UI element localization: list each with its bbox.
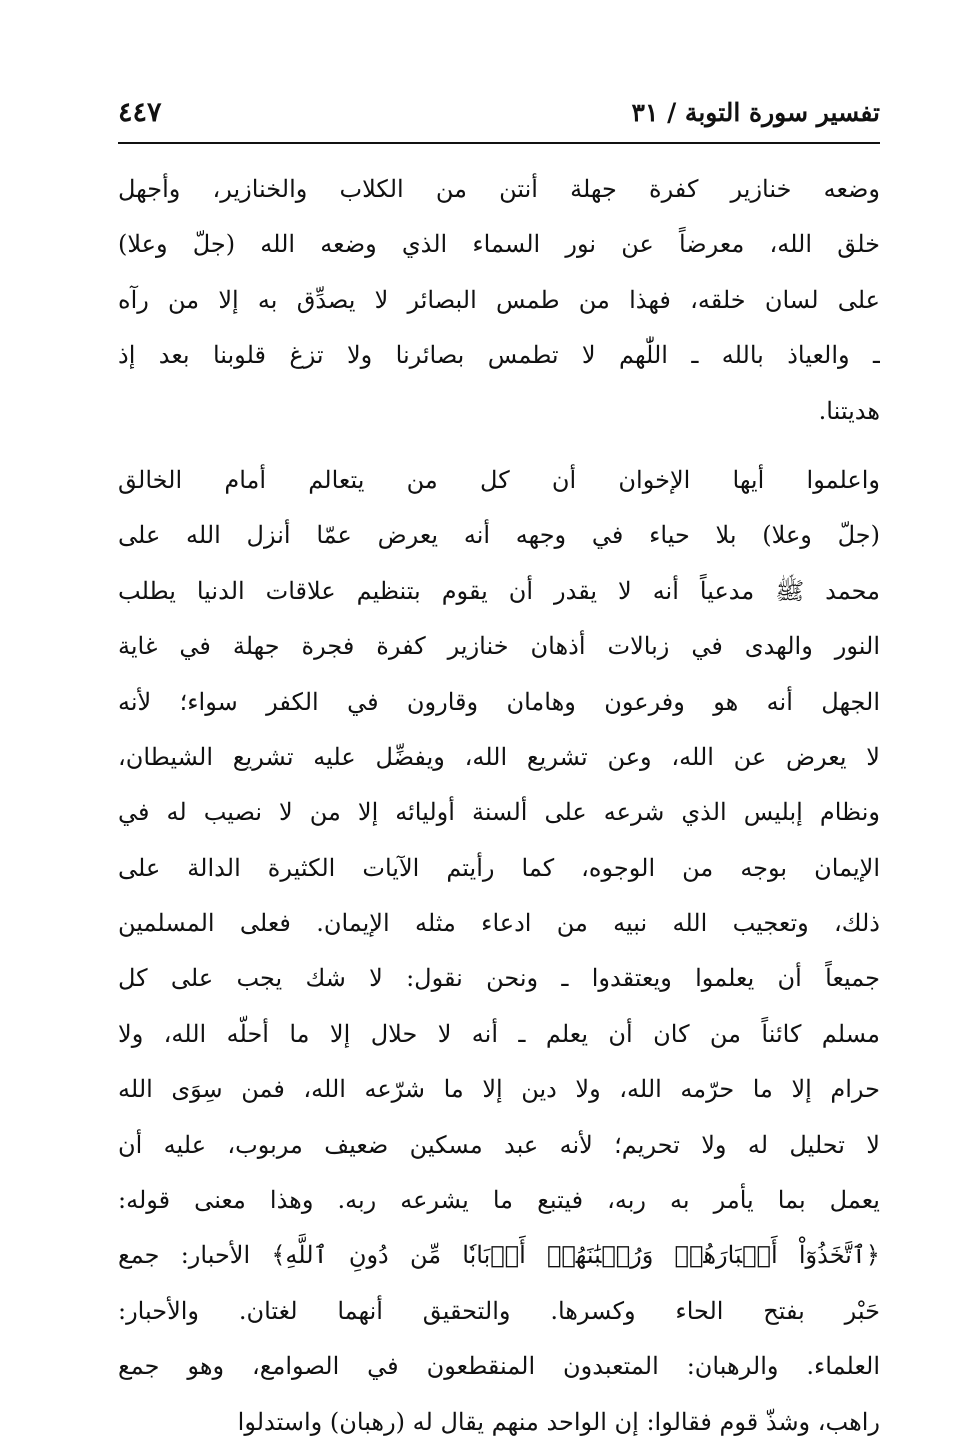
text-line: مسلم كائناً من كان أن يعلم ـ أنه لا حلال إلا ما أحلّه الله، ولا <box>118 1019 880 1048</box>
text-line: النور والهدى في زبالات أذهان خنازير كفرة فجرة جهلة في غاية <box>118 632 880 661</box>
text-line: وضعه خنازير كفرة جهلة أنتن من الكلاب والخنازير، وأجهل <box>118 175 880 203</box>
text-line: محمد ﷺ مدعياً أنه لا يقدر أن يقوم بتنظيم علاقات الدنيا يطلب <box>118 576 880 605</box>
text-line: على لسان خلقه، فهذا من طمس البصائر لا يصدِّق به إلا من رآه <box>118 285 880 314</box>
text-line: هديتنا. <box>818 396 880 425</box>
text-line: لا يعرض عن الله، وعن تشريع الله، ويفضِّل عليه تشريع الشيطان، <box>118 742 880 771</box>
running-title: تفسير سورة التوبة / ٣١ <box>631 98 880 127</box>
text-line: يعمل بما يأمر به ربه، فيتبع ما يشرعه ربه. وهذا معنى قوله: <box>118 1186 880 1215</box>
text-line: واعلموا أيها الإخوان أن كل من يتعالم أمام الخالق <box>118 465 880 494</box>
text-line: حرام إلا ما حرّمه الله، ولا دين إلا ما شرّعه الله، فمن سِوَى الله <box>118 1075 880 1104</box>
paragraph <box>118 162 880 439</box>
text-line: ﴿ٱتَّخَذُوٓاْ أَحۡبَارَهُمۡ وَرُهۡبَٰنَهُمۡ أَرۡبَابٗا مِّن دُونِ ٱللَّهِ﴾ الأحبار: جمع <box>118 1241 880 1270</box>
text-line: لا تحليل له ولا تحريم؛ لأنه عبد مسكين ضعيف مربوب، عليه أن <box>118 1130 880 1159</box>
paragraph-gap <box>118 439 880 453</box>
text-line: خلق الله، معرضاً عن نور السماء الذي وضعه الله (جلّ وعلا) <box>118 230 880 259</box>
text-line: الإيمان بوجه من الوجوه، كما رأيتم الآيات الكثيرة الدالة على <box>118 853 880 882</box>
text-line: جميعاً أن يعلموا ويعتقدوا ـ ونحن نقول: لا شك يجب على كل <box>118 964 880 993</box>
page-header <box>118 92 880 134</box>
text-line: (جلّ وعلا) بلا حياء في وجهه أنه يعرض عمّا أنزل الله على <box>118 521 880 550</box>
header-rule <box>118 142 880 144</box>
text-line: حَبْر بفتح الحاء وكسرها. والتحقيق أنهما لغتان. والأحبار: <box>118 1296 880 1325</box>
text-line: ونظام إبليس الذي شرعه على ألسنة أوليائه إلا من لا نصيب له في <box>118 798 880 827</box>
page-number: ٤٤٧ <box>118 97 162 128</box>
text-line: الجهل أنه هو وفرعون وهامان وقارون في الكفر سواء؛ لأنه <box>118 687 880 716</box>
text-line: ـ والعياذ بالله ـ اللّٰهم لا تطمس بصائرنا ولا تزغ قلوبنا بعد إذ <box>118 341 880 370</box>
text-line: راهب، وشذّ قوم فقالوا: إن الواحد منهم يقال له (رهبان) واستدلوا <box>237 1407 880 1436</box>
body-text <box>118 162 880 1450</box>
paragraph <box>118 453 880 1450</box>
text-line: العلماء. والرهبان: المتعبدون المنقطعون في الصوامع، وهو جمع <box>118 1352 880 1381</box>
text-line: ذلك، وتعجيب الله نبيه من ادعاء مثله الإيمان. فعلى المسلمين <box>118 909 880 938</box>
